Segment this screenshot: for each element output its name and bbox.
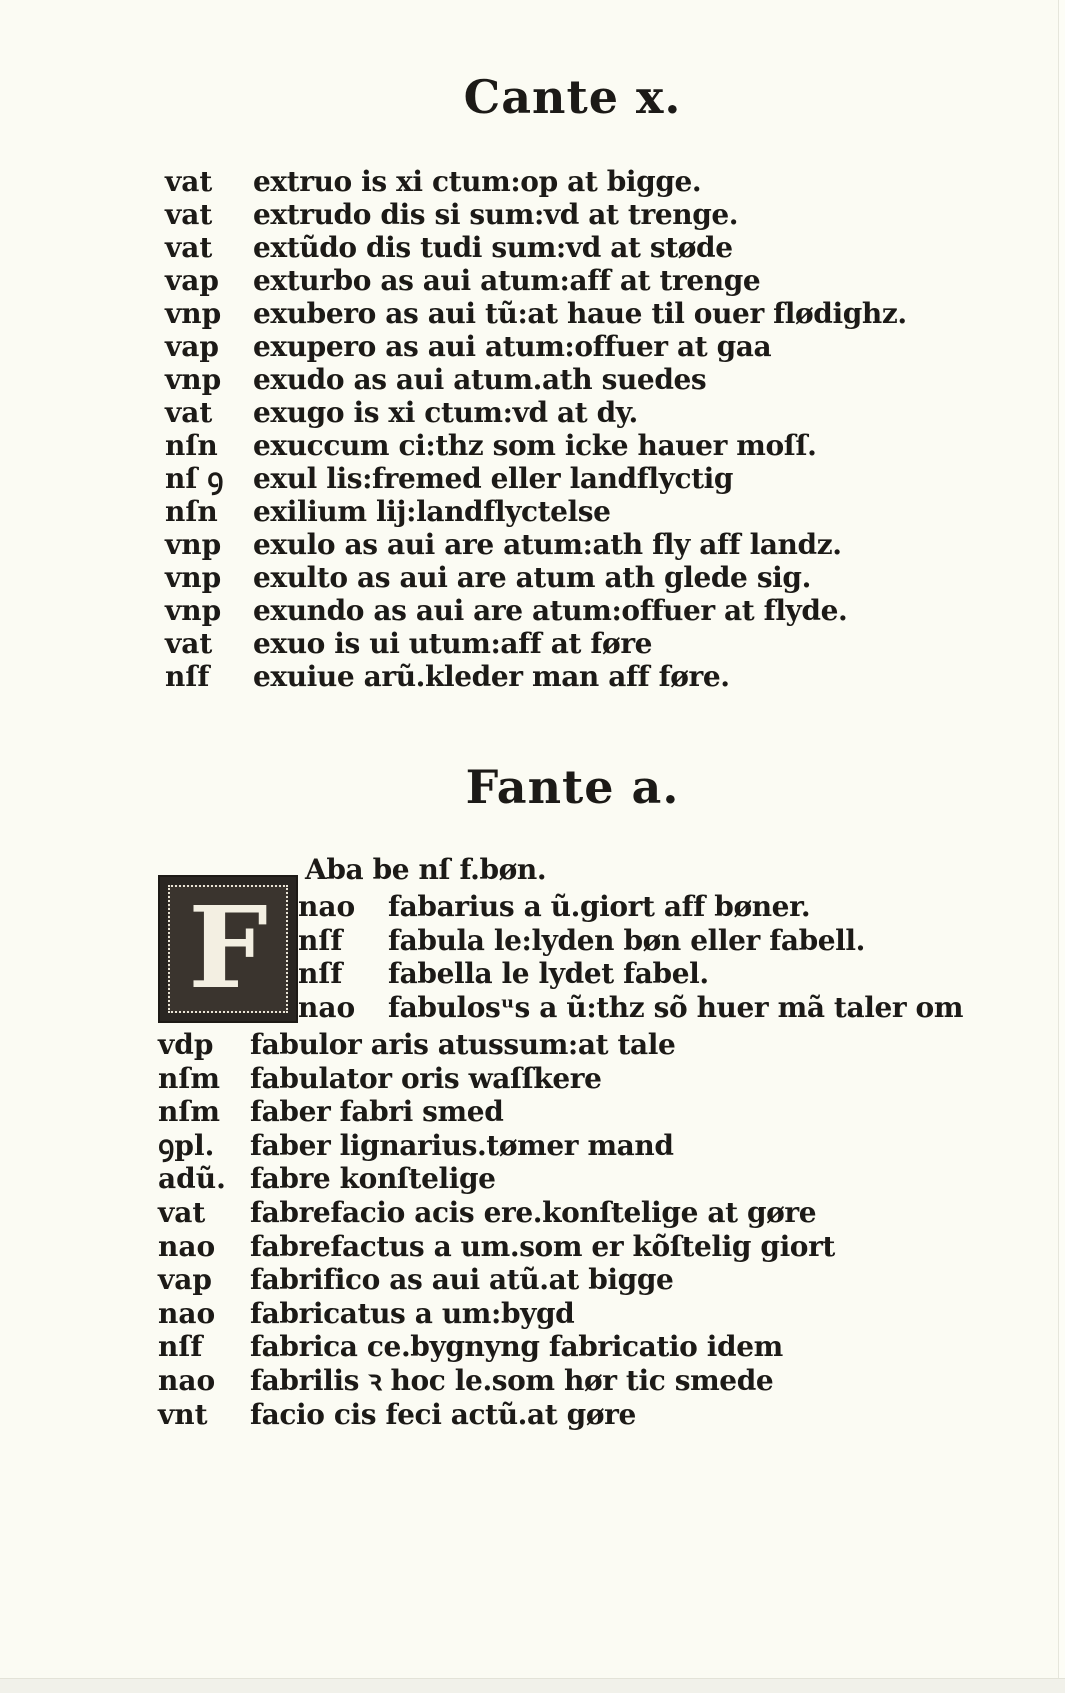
entry-text: fabula le:lyden bøn eller fabell. [388,923,866,957]
entry-text: exubero as aui tũ:at haue til ouer flødighz. [253,297,907,330]
initial-ornament-frame [168,885,288,1013]
decorated-initial [158,875,298,1023]
entry-text: fabre konſtelige [250,1162,496,1196]
entry-text: fabrefacio acis ere.konſtelige at gøre [250,1196,817,1229]
grammar-code: nſf [298,923,343,957]
entry-text: fabulor aris atussum:at tale [250,1028,676,1061]
entry-text: exuo is ui utum:aff at føre [253,627,653,660]
grammar-code: nſf [165,660,210,693]
section-heading-f: Fante a. [465,760,680,814]
grammar-code: vnp [165,363,222,396]
grammar-code: vnp [165,561,222,594]
entry-text: fabricatus a um:bygd [250,1296,575,1330]
grammar-code: vap [165,330,219,363]
grammar-code: vnp [165,297,222,330]
grammar-code: vnp [165,594,222,627]
initial-letter: F [188,883,268,1014]
grammar-code: nſf [158,1330,203,1364]
grammar-code: vat [165,396,213,429]
entry-text: exulto as aui are atum ath glede sig. [253,561,811,594]
grammar-code: ꝯpl. [158,1128,215,1162]
entry-text: exul lis:fremed eller landflyctig [253,462,734,495]
grammar-code: vdp [158,1028,214,1061]
scan-bottom-edge [0,1678,1065,1693]
entry-text: facio cis feci actũ.at gøre [250,1397,636,1431]
grammar-code: nſf [298,957,343,990]
grammar-code: nſn [165,429,218,462]
grammar-code: nao [298,990,356,1024]
entry-text: exulo as aui are atum:ath fly aff landz. [253,528,842,561]
entry-text: extrudo dis si sum:vd at trenge. [253,198,739,231]
entry-text: fabella le lydet fabel. [388,957,709,990]
grammar-code: vnt [158,1397,208,1431]
grammar-code: nſ ꝯ [165,462,224,495]
entry-text: fabrica ce.bygnyng fabricatio idem [250,1330,783,1364]
grammar-code: nſm [158,1095,221,1129]
grammar-code: nſm [158,1061,221,1095]
entry-text: exudo as aui atum.ath suedes [253,363,707,396]
grammar-code: vap [158,1263,212,1297]
grammar-code: vat [165,231,213,264]
grammar-code: vnp [165,528,222,561]
entry-text: exugo is xi ctum:vd at dy. [253,396,638,429]
entry-text: exundo as aui are atum:offuer at flyde. [253,594,848,627]
entry-text: faber lignarius.tømer mand [250,1128,674,1162]
entry-text: fabulator oris waſſkere [250,1061,602,1095]
grammar-code: nao [158,1364,216,1397]
entry-text: exuiue arũ.kleder man aff føre. [253,660,730,693]
entry-text: Aba be nſ f.bøn. [305,853,547,886]
entry-text: faber fabri smed [250,1095,504,1129]
grammar-code: vat [165,165,213,198]
grammar-code: adũ. [158,1162,226,1196]
grammar-code: nſn [165,495,218,528]
entry-text: fabarius a ũ.giort aff bøner. [388,890,811,923]
grammar-code: vap [165,264,219,297]
grammar-code: nao [158,1229,216,1263]
grammar-code: nao [298,890,356,923]
grammar-code: vat [165,198,213,231]
grammar-code: nao [158,1296,216,1330]
entry-text: exuccum ci:thz som icke hauer moſſ. [253,429,817,462]
grammar-code: vat [165,627,213,660]
entry-text: fabrefactus a um.som er kõſtelig giort [250,1229,835,1263]
entry-text: exupero as aui atum:offuer at gaa [253,330,772,363]
entry-text: extruo is xi ctum:op at bigge. [253,165,702,198]
entry-text: extũdo dis tudi sum:vd at støde [253,231,733,264]
entry-text: exilium lij:landflyctelse [253,495,611,528]
grammar-code: vat [158,1196,206,1229]
entry-text: fabrifico as aui atũ.at bigge [250,1263,674,1297]
entry-text: fabrilis ꝛ hoc le.som hør tic smede [250,1364,774,1397]
entry-text: fabulosᵘs a ũ:thz sõ huer mã taler om [388,990,964,1024]
entry-text: exturbo as aui atum:aff at trenge [253,264,761,297]
section-heading-x: Cante x. [463,70,682,124]
